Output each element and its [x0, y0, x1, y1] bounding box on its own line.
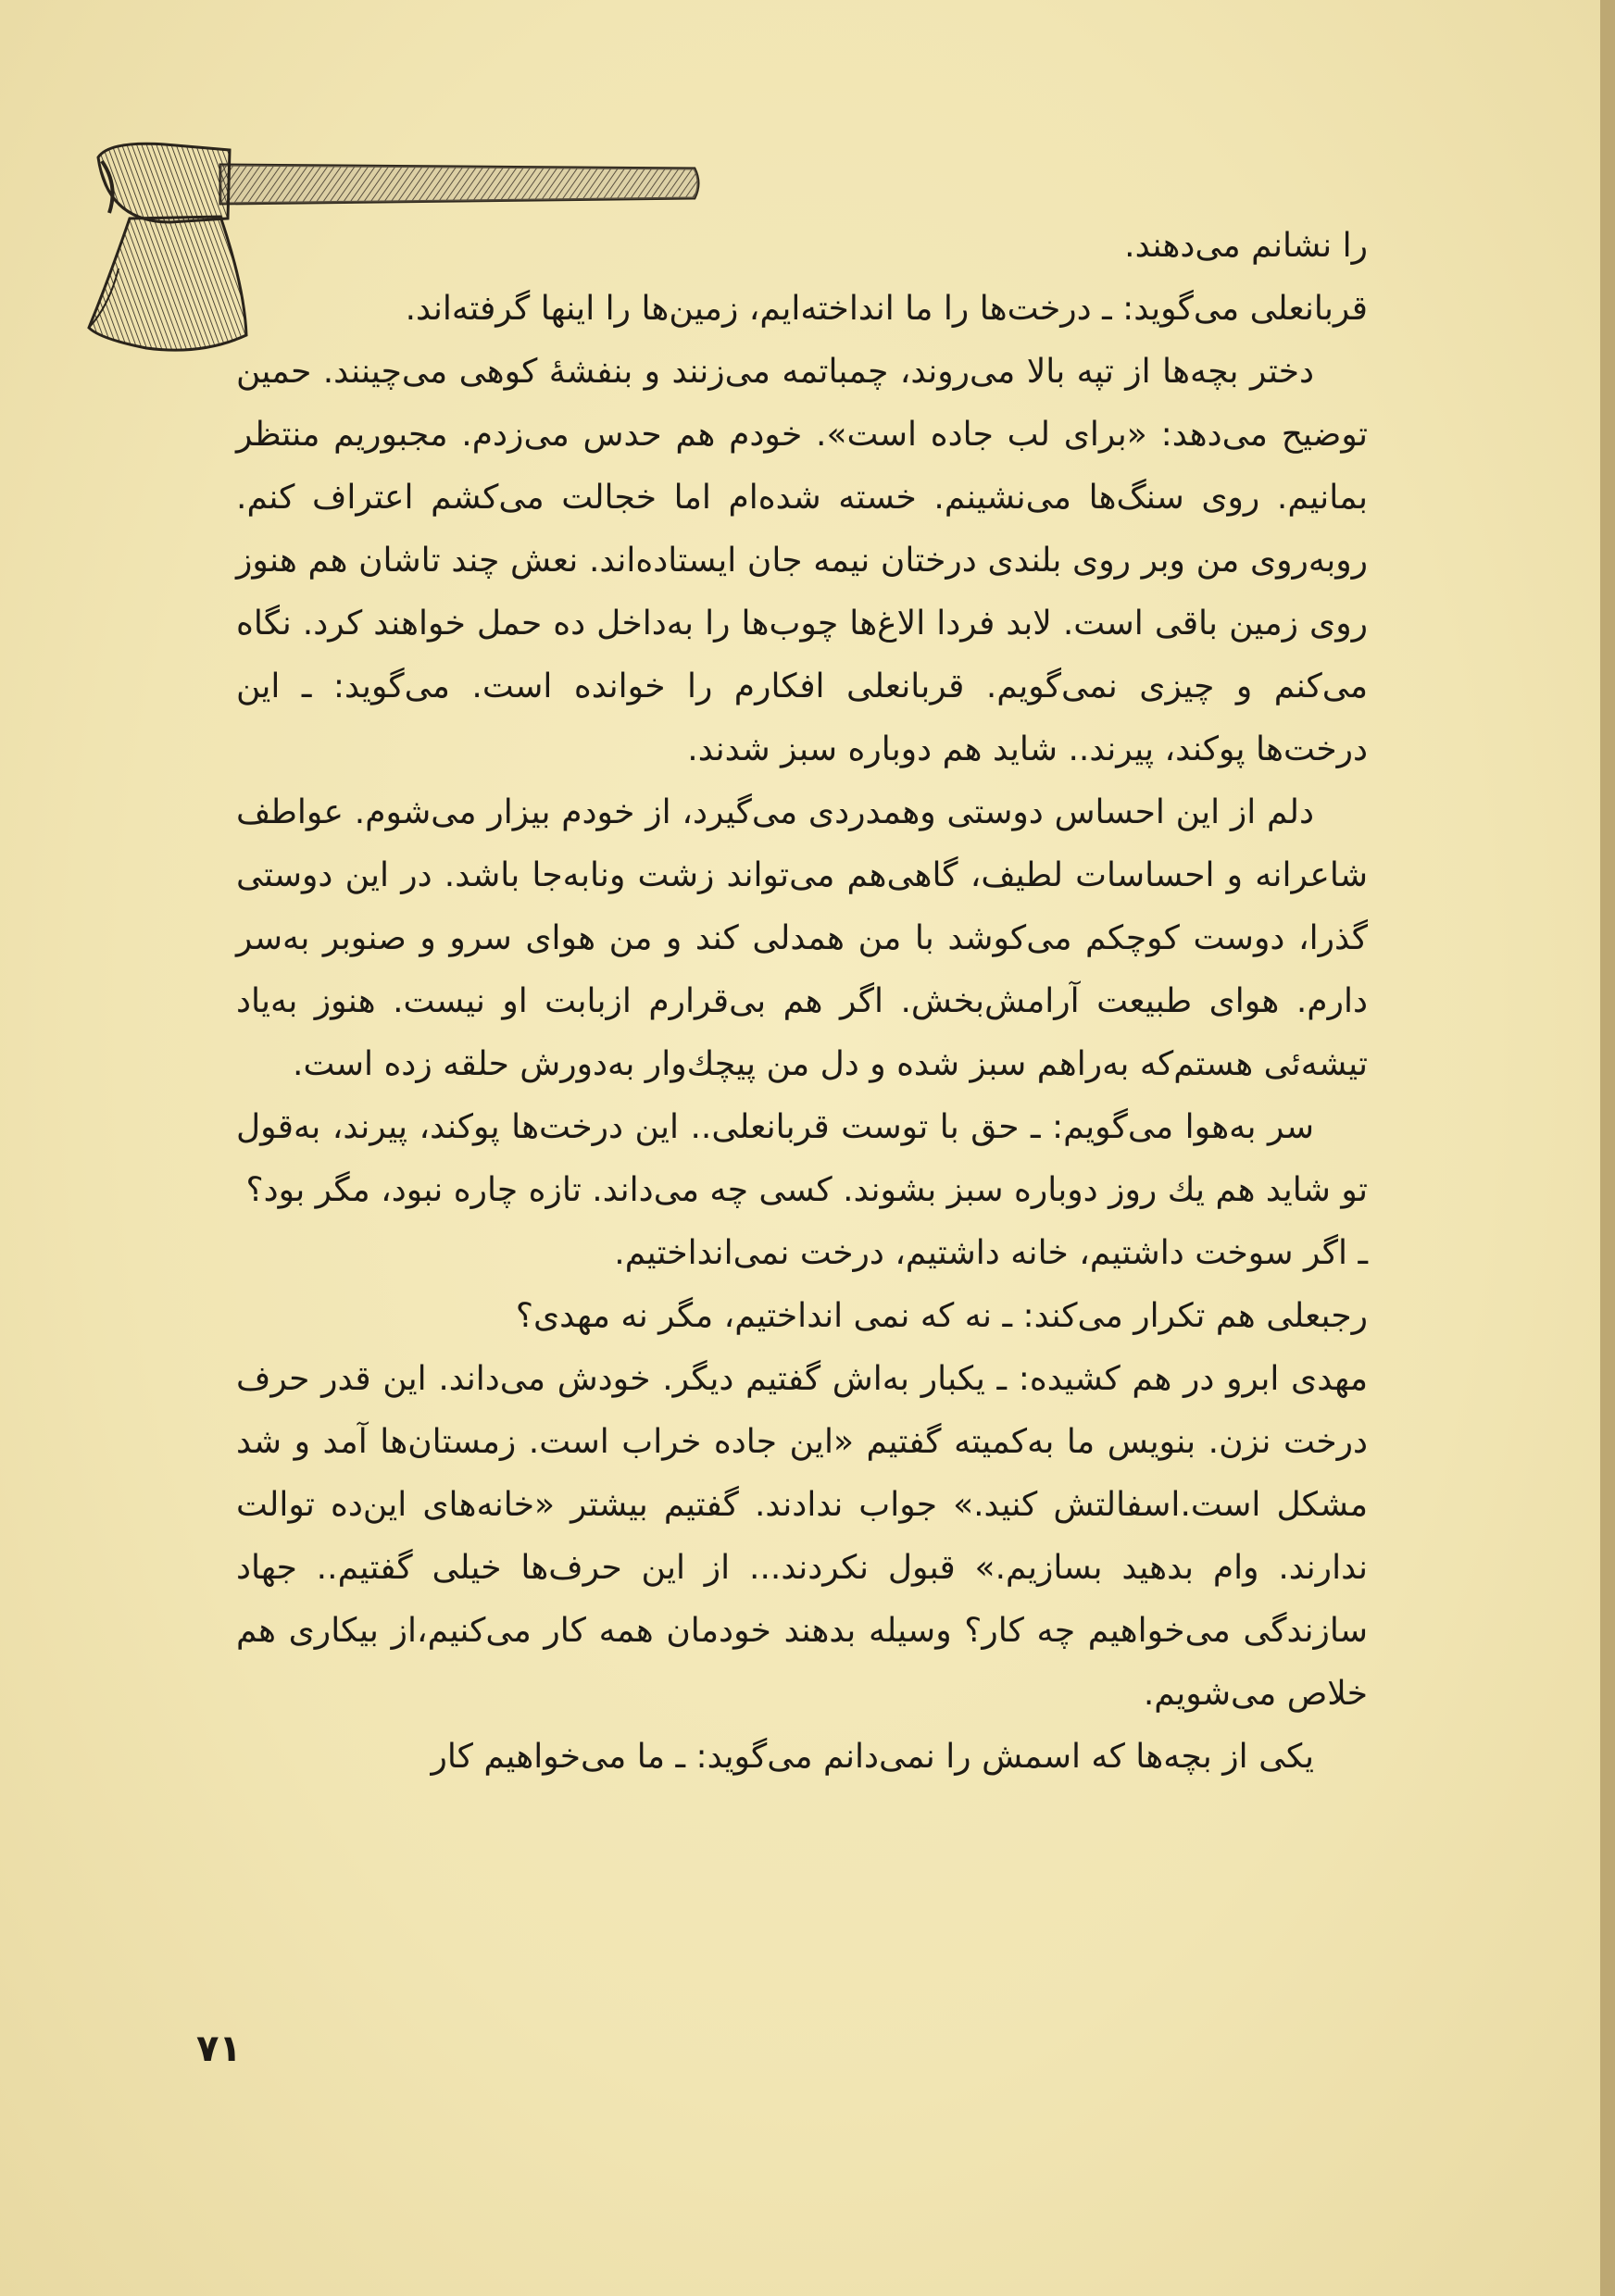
- paragraph: سر به‌هوا می‌گویم: ـ حق با توست قربانعلی.. این درخت‌ها پوکند، پیرند، به‌قول تو شاید هم یك روز دوباره سبز بشوند. کسی چه می‌داند. تازه چاره نبود، مگر بود؟: [236, 1108, 1368, 1209]
- paragraph: ـ اگر سوخت داشتیم، خانه داشتیم، درخت نمی‌انداختیم.: [614, 1234, 1368, 1272]
- paragraph: رجبعلی هم تکرار می‌کند: ـ نه که نمی انداختیم، مگر نه مهدی؟: [515, 1297, 1368, 1335]
- page-text: [236, 215, 1368, 1789]
- paragraph: یکی از بچه‌ها که اسمش را نمی‌دانم می‌گوید: ـ ما می‌خواهیم کار: [431, 1738, 1314, 1776]
- paragraph: دلم از این احساس دوستی وهمدردی می‌گیرد، از خودم بیزار می‌شوم. عواطف شاعرانه و احساسات لطیف، گاهی‌هم می‌تواند زشت ونابه‌جا باشد. در این دوستی گذرا، دوست کوچکم می‌کوشد با من همدلی کند و من هوای سرو و صنوبر به‌سر دارم. هوای طبیعت آرامش‌بخش. اگر هم بی‌قرارم ازبابت او نیست. هنوز به‌یاد تیشه‌ئی هستم‌که به‌راهم سبز شده و دل من پیچك‌وار به‌دورش حلقه زده است.: [236, 793, 1368, 1083]
- page-edge: [1600, 0, 1615, 2296]
- paragraph: را نشانم می‌دهند.: [1124, 227, 1368, 265]
- paragraph: قربانعلی می‌گوید: ـ درخت‌ها را ما انداخته‌ایم، زمین‌ها را اینها گرفته‌اند.: [405, 290, 1368, 328]
- paragraph: مهدی ابرو در هم کشیده: ـ یکبار به‌اش گفتیم دیگر. خودش می‌داند. این قدر حرف درخت نزن. بنویس ما به‌کمیته گفتیم «این جاده خراب است. زمستان‌ها آمد و شد مشکل است.اسفالتش کنید.» جواب ندادند. گفتیم بیشتر «خانه‌های این‌ده توالت ندارند. وام بدهید بسازیم.» قبول نکردند... از این حرف‌ها خیلی گفتیم.. جهاد سازندگی می‌خواهیم چه کار؟ وسیله بدهند خودمان همه کار می‌کنیم،از بیکاری هم خلاص می‌شویم.: [236, 1360, 1368, 1713]
- paragraph: دختر بچه‌ها از تپه بالا می‌روند، چمباتمه می‌زنند و بنفشهٔ کوهی می‌چینند. حمین توضیح می‌دهد: «برای لب جاده است». خودم هم حدس می‌زدم. مجبوریم منتظر بمانیم. روی سنگ‌ها می‌نشینم. خسته شده‌ام اما خجالت می‌کشم اعتراف کنم. روبه‌روی من وبر روی بلندی درختان نیمه جان ایستاده‌اند. نعش چند تاشان هم هنوز روی زمین باقی است. لابد فردا الاغ‌ها چوب‌ها را به‌داخل ده حمل خواهند کرد. نگاه می‌کنم و چیزی نمی‌گویم. قربانعلی افکارم را خوانده است. می‌گوید: ـ این درخت‌ها پوکند، پیرند.. شاید هم دوباره سبز شدند.: [236, 353, 1368, 768]
- page-number: ۷۱: [196, 2028, 242, 2070]
